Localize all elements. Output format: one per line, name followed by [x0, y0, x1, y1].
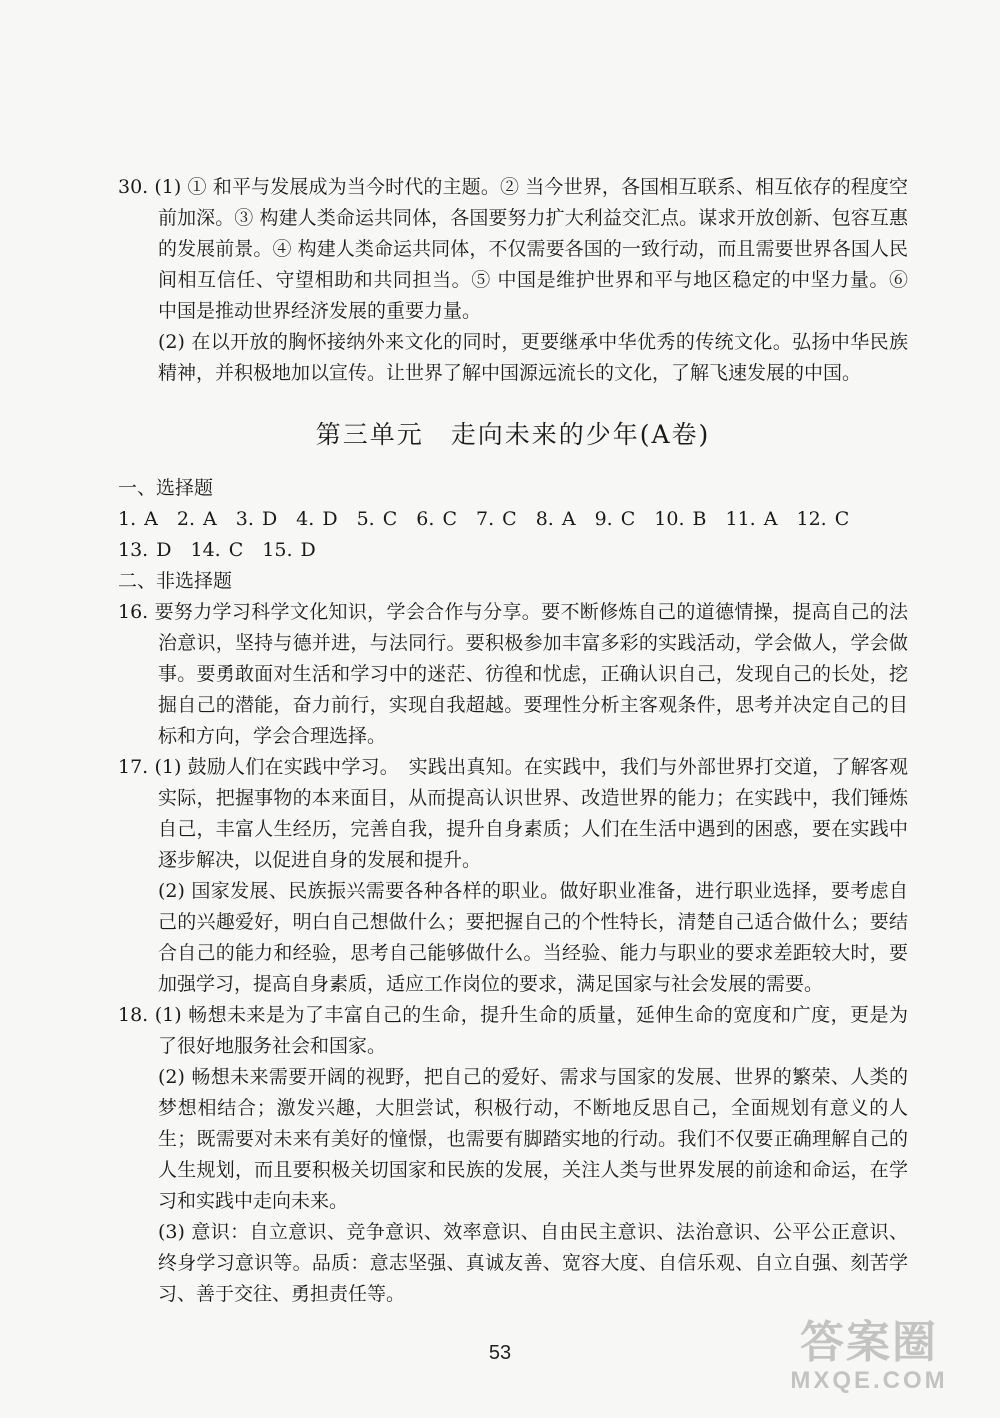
choice-answers-row-1: 1. A 2. A 3. D 4. D 5. C 6. C 7. C 8. A 9. C 10. B 11. A 12. C: [118, 508, 850, 530]
question-18-part-2: (2) 畅想未来需要开阔的视野，把自己的爱好、需求与国家的发展、世界的繁荣、人类的梦想相结合；激发兴趣，大胆尝试，积极行动，不断地反思自己，全面规划有意义的人生；既需要对未来有美好的憧憬，也需要有脚踏实地的行动。我们不仅要正确理解自己的人生规划，而且要积极关切国家和民族的发展，关注人类与世界发展的前途和命运，在学习和实践中走向未来。: [158, 1066, 908, 1212]
watermark-logo: [764, 1318, 974, 1402]
question-16: 16. 要努力学习科学文化知识，学会合作与分享。要不断修炼自己的道德情操，提高自己的法治意识，坚持与德并进，与法同行。要积极参加丰富多彩的实践活动，学会做人，学会做事。要勇敢面对生活和学习中的迷茫、彷徨和忧虑，正确认识自己，发现自己的长处，挖掘自己的潜能，奋力前行，实现自我超越。要理性分析主客观条件，思考并决定自己的目标和方向，学会合理选择。: [118, 601, 908, 747]
watermark-logo-url: MXQE.COM: [790, 1367, 948, 1394]
section-heading-choice: 一、选择题: [118, 477, 214, 499]
section-heading-non-choice: 二、非选择题: [118, 570, 233, 592]
question-18-part-3: (3) 意识：自立意识、竞争意识、效率意识、自由民主意识、法治意识、公平公正意识、终身学习意识等。品质：意志坚强、真诚友善、宽容大度、自信乐观、自立自强、刻苦学习、善于交往、勇担责任等。: [158, 1221, 908, 1305]
question-17-part-1: 17. (1) 鼓励人们在实践中学习。 实践出真知。在实践中，我们与外部世界打交道，了解客观实际，把握事物的本来面目，从而提高认识世界、改造世界的能力；在实践中，我们锤炼自己，丰富人生经历，完善自我，提升自身素质；人们在生活中遇到的困惑，要在实践中逐步解决，以促进自身的发展和提升。: [118, 756, 908, 871]
question-17-part-2: (2) 国家发展、民族振兴需要各种各样的职业。做好职业准备，进行职业选择，要考虑自己的兴趣爱好，明白自己想做什么；要把握自己的个性特长，清楚自己适合做什么；要结合自己的能力和经验，思考自己能够做什么。当经验、能力与职业的要求差距较大时，要加强学习，提高自身素质，适应工作岗位的要求，满足国家与社会发展的需要。: [158, 880, 908, 995]
choice-answers-row-2: 13. D 14. C 15. D: [118, 539, 316, 561]
question-30-part-2: (2) 在以开放的胸怀接纳外来文化的同时，更要继承中华优秀的传统文化。弘扬中华民族精神，并积极地加以宣传。让世界了解中国源远流长的文化，了解飞速发展的中国。: [158, 331, 908, 384]
watermark-logo-title: 答案圈: [800, 1317, 938, 1368]
question-30-part-1: 30. (1) ① 和平与发展成为当今时代的主题。② 当今世界，各国相互联系、相互依存的程度空前加深。③ 构建人类命运共同体，各国要努力扩大利益交汇点。谋求开放创新、包容互惠的发展前景。④ 构建人类命运共同体，不仅需要各国的一致行动，而且需要世界各国人民间相互信任、守望相助和共同担当。⑤ 中国是维护世界和平与地区稳定的中坚力量。⑥ 中国是推动世界经济发展的重要力量。: [118, 176, 908, 322]
question-18-part-1: 18. (1) 畅想未来是为了丰富自己的生命，提升生命的质量，延伸生命的宽度和广度，更是为了很好地服务社会和国家。: [118, 1004, 908, 1057]
page-number: 53: [488, 1342, 512, 1364]
page-content: [118, 172, 908, 1310]
unit-title: 第三单元 走向未来的少年(A卷): [315, 420, 711, 449]
